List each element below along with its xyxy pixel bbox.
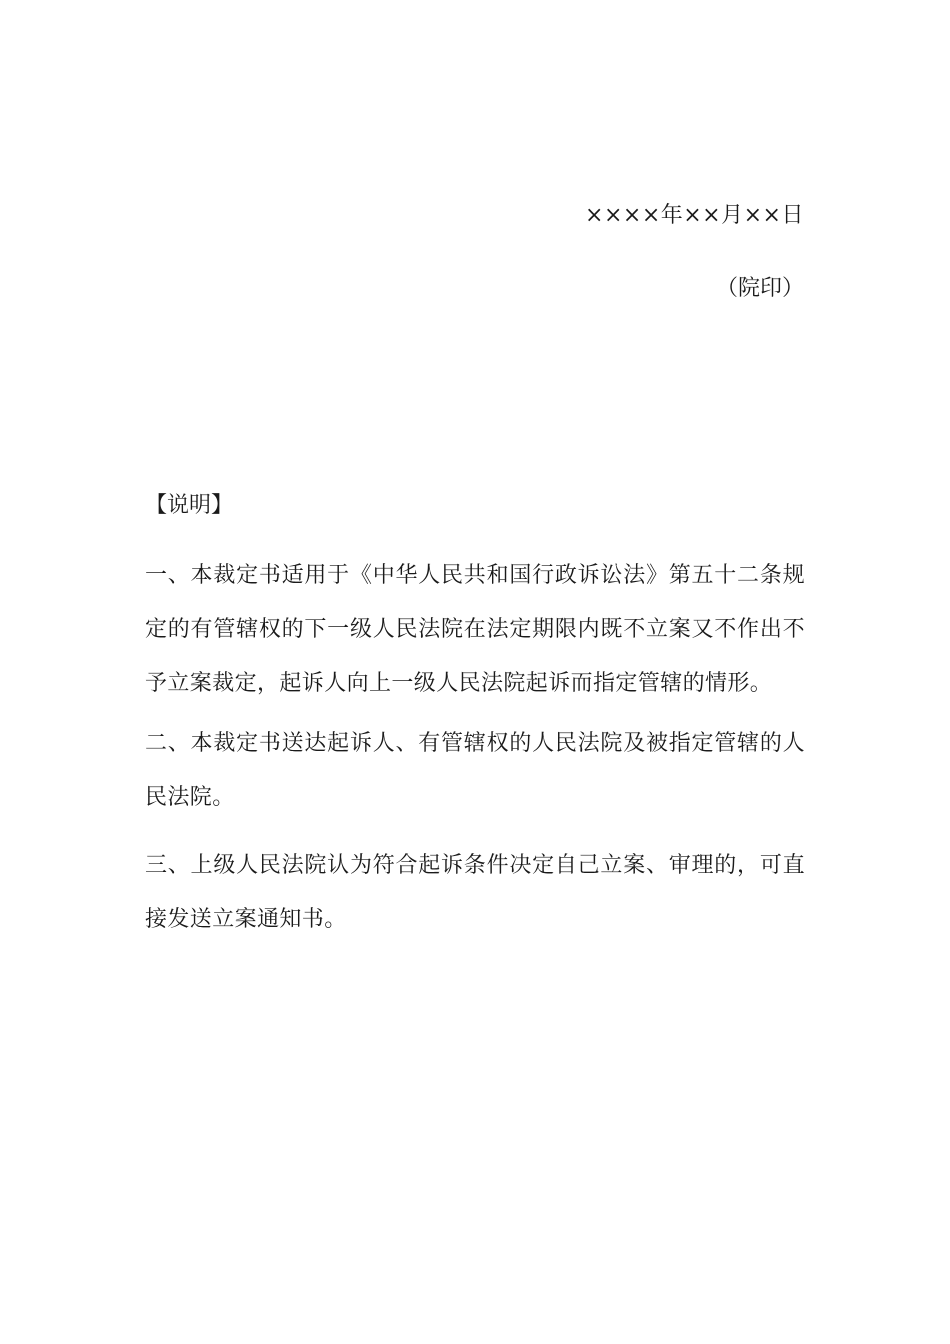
court-seal-label: （院印）: [715, 276, 804, 301]
document-date: ××××年××月××日: [585, 203, 804, 228]
note-item-1: 一、本裁定书适用于《中华人民共和国行政诉讼法》第五十二条规定的有管辖权的下一级人民法院在法定期限内既不立案又不作出不予立案裁定，起诉人向上一级人民法院起诉而指定管辖的情形。: [145, 563, 805, 696]
note-item-2: 二、本裁定书送达起诉人、有管辖权的人民法院及被指定管辖的人民法院。: [145, 731, 805, 810]
note-item-3: 三、上级人民法院认为符合起诉条件决定自己立案、审理的，可直接发送立案通知书。: [145, 853, 805, 932]
notes-heading: 【说明】: [145, 493, 234, 518]
